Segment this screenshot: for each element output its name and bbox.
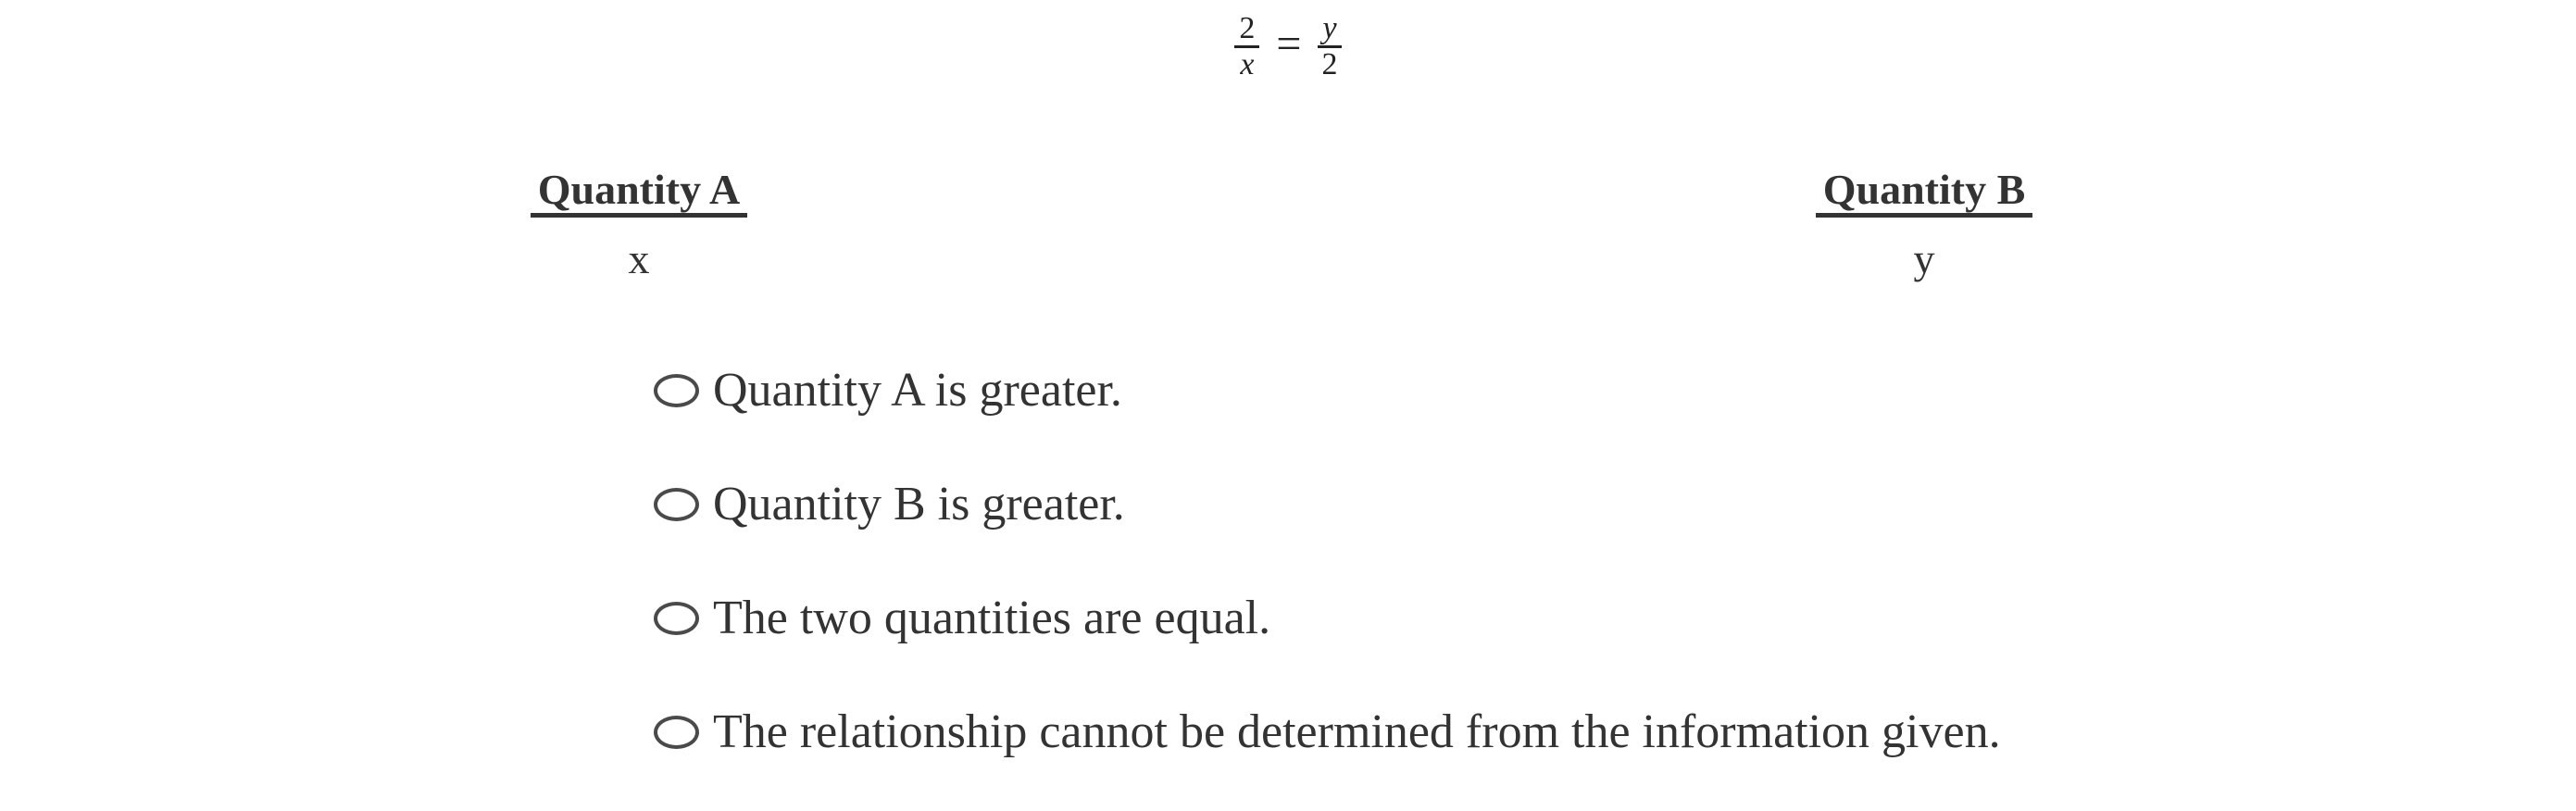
quantity-a-value: x (628, 235, 650, 282)
given-equation (0, 11, 2576, 81)
answer-option-a[interactable] (654, 364, 2001, 417)
radio-button-option-c[interactable] (654, 602, 699, 635)
fraction-right-numerator: y (1318, 15, 1341, 48)
equals-sign: = (1276, 19, 1302, 69)
quantity-a-column (407, 168, 870, 281)
answer-options (654, 364, 2001, 811)
fraction-left (1234, 11, 1259, 81)
quantity-b-column (1693, 168, 2156, 281)
answer-option-label: The relationship cannot be determined from the information given. (713, 705, 2001, 758)
answer-option-c[interactable] (654, 594, 2001, 643)
quantity-a-heading: Quantity A (531, 168, 748, 218)
radio-button-option-b[interactable] (654, 488, 699, 521)
fraction-right-denominator: 2 (1321, 47, 1338, 81)
answer-option-b[interactable] (654, 480, 2001, 529)
fraction-left-numerator: 2 (1234, 15, 1259, 48)
quantity-b-value: y (1913, 235, 1935, 282)
fraction-right (1318, 11, 1341, 81)
fraction-left-denominator: x (1240, 47, 1255, 81)
answer-option-d[interactable] (654, 705, 2001, 758)
answer-option-label: Quantity B is greater. (713, 478, 1125, 530)
answer-option-label: The two quantities are equal. (713, 592, 1271, 644)
radio-button-option-a[interactable] (654, 374, 699, 407)
answer-option-label: Quantity A is greater. (713, 364, 1122, 417)
radio-button-option-d[interactable] (654, 716, 699, 749)
quantity-b-heading: Quantity B (1816, 168, 2033, 218)
